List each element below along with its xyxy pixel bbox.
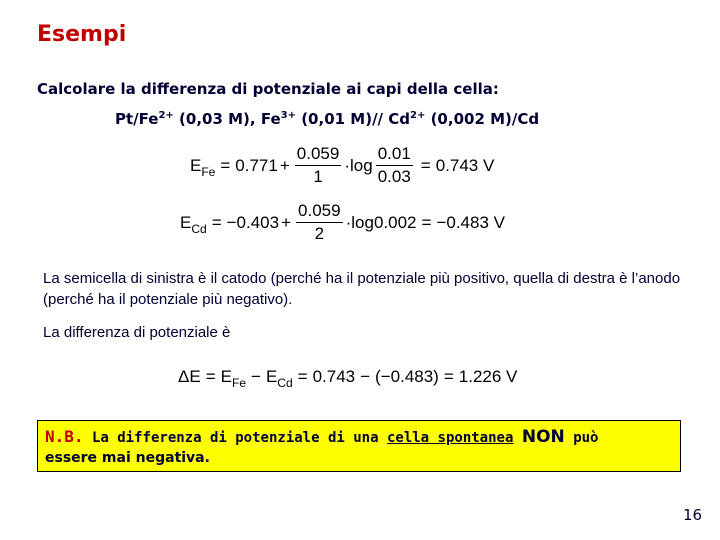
note-emphasis: NON [521,427,565,447]
fraction-numerator: 0.059 [296,202,343,223]
eq-operator: − [360,367,371,386]
cell-part: Pt/Fe [115,110,159,128]
explanation-paragraph: La semicella di sinistra è il catodo (perché ha il potenziale più positivo, quella di destra è l’anodo (perché ha il potenziale più negativo). [43,270,681,308]
eq-term: $E_{Fe}$ [220,367,246,390]
eq-operator: + [281,212,292,232]
fraction-denominator: 1 [313,167,323,186]
eq-result: −0.483 V [436,212,505,232]
eq-dot: · [345,212,352,232]
eq-log-argument: 0.002 [373,212,417,232]
note-underlined: cella spontanea [386,430,514,446]
equation-delta-e [178,367,518,390]
eq-fraction [296,202,343,243]
eq-dot: · [344,155,350,175]
eq-fraction [295,145,342,186]
eq-lhs: $E_{Cd}$ [180,212,207,236]
fraction-denominator: 2 [314,224,325,243]
intro-text: Calcolare la differenza di potenziale ai capi della cella: [37,80,499,98]
eq-value: 0.743 [312,367,356,386]
fraction-numerator: 0.01 [376,145,413,166]
eq-result: 1.226 V [458,367,518,386]
eq-operator: − [251,367,261,386]
note-line-1 [45,427,674,448]
charge-superscript: 2+ [410,110,426,121]
cell-part: (0,002 M)/Cd [425,110,540,128]
note-label: N.B. [45,427,84,446]
note-text [513,430,521,446]
fraction-denominator: 0.03 [377,167,411,186]
note-line-2: essere mai negativa. [45,450,210,466]
eq-log: log [351,212,374,232]
equation-e-cd [180,202,505,243]
eq-operator: = [443,367,454,386]
charge-superscript: 3+ [280,110,296,121]
fraction-numerator: 0.059 [295,145,342,166]
eq-standard-potential: 0.771 [235,155,278,175]
eq-lhs: $E_{Fe}$ [190,155,216,179]
charge-superscript: 2+ [158,110,174,121]
eq-log-fraction [376,145,413,186]
eq-operator: = [297,367,308,386]
eq-operator: + [279,155,290,175]
eq-operator: = [220,155,231,175]
eq-term: $E_{Cd}$ [265,367,293,390]
difference-intro: La differenza di potenziale è [43,324,231,341]
note-box [37,420,681,472]
cell-notation [115,110,539,128]
eq-operator: = [420,155,431,175]
cell-part: (0,03 M), Fe [173,110,281,128]
note-text: può [564,430,599,446]
eq-log: log [350,155,373,175]
note-text: La differenza di potenziale di una [83,430,387,446]
page-number: 16 [683,506,703,524]
eq-operator: = [211,212,222,232]
eq-result: 0.743 V [435,155,495,175]
equation-e-fe [190,145,494,186]
slide-title: Esempi [37,22,127,47]
eq-standard-potential: −0.403 [226,212,280,232]
eq-lhs: ΔE [178,367,201,386]
cell-part: (0,01 M)// Cd [295,110,411,128]
eq-operator: = [205,367,216,386]
eq-value: (−0.483) [375,367,439,386]
eq-operator: = [421,212,432,232]
